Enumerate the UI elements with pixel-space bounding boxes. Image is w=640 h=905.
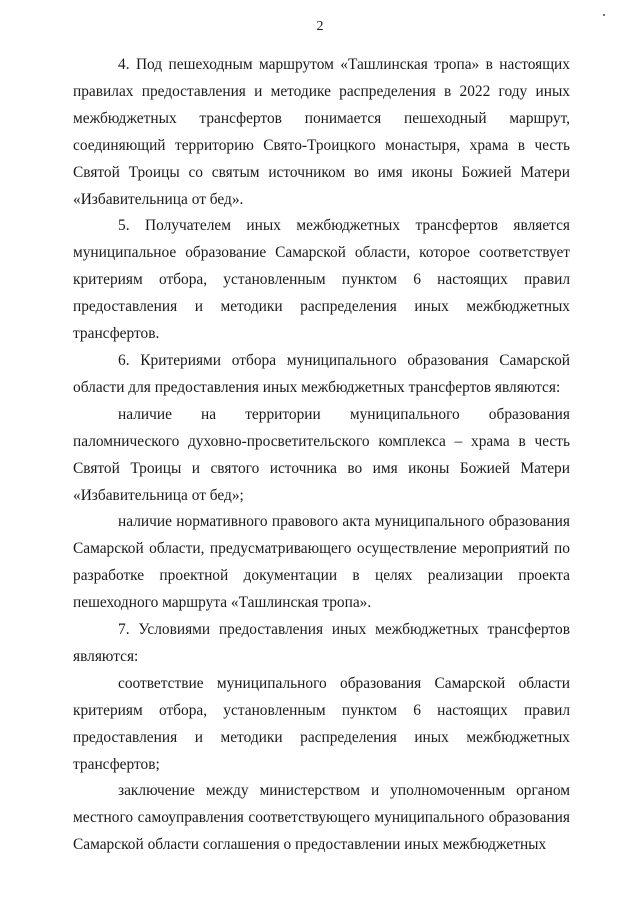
scan-speck — [603, 14, 605, 16]
document-body — [73, 52, 570, 859]
criterion-legal-act: наличие нормативного правового акта муниципального образования Самарской области, предусматривающего осуществление мероприятий по разработке проектной документации в целях реализации проекта пешеходного маршрута «Ташлинская тропа». — [73, 513, 570, 612]
page-number: 2 — [316, 19, 324, 34]
paragraph-6-criteria: 6. Критериями отбора муниципального образования Самарской области для предоставления иных межбюджетных трансфертов являются: — [73, 351, 570, 396]
condition-compliance: соответствие муниципального образования Самарской области критериям отбора, установленным пунктом 6 настоящих правил предоставления и методики распределения иных межбюджетных трансфертов; — [73, 674, 570, 773]
paragraph-7-conditions: 7. Условиями предоставления иных межбюджетных трансфертов являются: — [73, 621, 570, 665]
paragraph-4-definition: 4. Под пешеходным маршрутом «Ташлинская тропа» в настоящих правилах предоставления и методике распределения в 2022 году иных межбюджетных трансфертов понимается пешеходный маршрут, соединяющий территорию Свято-Троицкого монастыря, храма в честь Святой Троицы со святым источником во имя иконы Божией Матери «Избавительница от бед». — [73, 56, 570, 208]
criterion-complex: наличие на территории муниципального образования паломнического духовно-просветительского комплекса – храма в честь Святой Троицы и святого источника во имя иконы Божией Матери «Избавительница от бед»; — [73, 405, 570, 504]
condition-agreement: заключение между министерством и уполномоченным органом местного самоуправления соответствующего муниципального образования Самарской области соглашения о предоставлении иных межбюджетных — [73, 782, 570, 854]
paragraph-5-recipient: 5. Получателем иных межбюджетных трансфертов является муниципальное образование Самарской области, которое соответствует критериям отбора, установленным пунктом 6 настоящих правил предоставления и методики распределения иных межбюджетных трансфертов. — [73, 217, 570, 343]
